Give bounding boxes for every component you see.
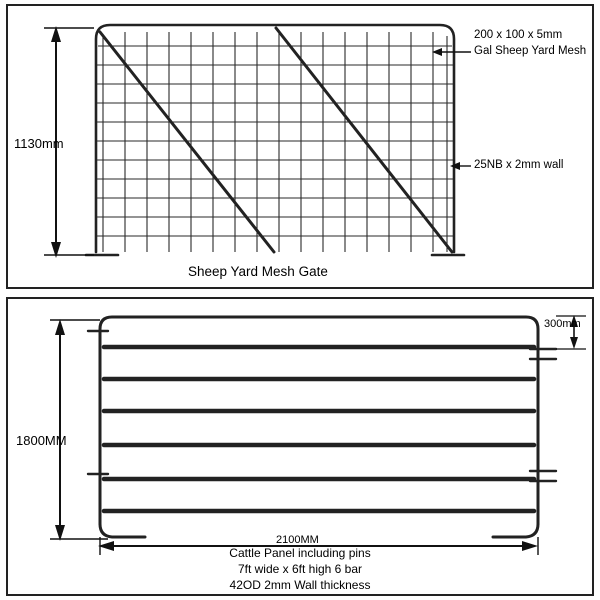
mesh-spec-line-2: Gal Sheep Yard Mesh — [474, 45, 587, 57]
gate-height-label: 1130mm — [14, 136, 64, 151]
cattle-panel-width-label: 2100MM — [276, 534, 319, 546]
top-gap-label: 300mm — [544, 318, 581, 330]
frame-spec-label: 25NB x 2mm wall — [474, 159, 564, 171]
cattle-panel-caption-1: Cattle Panel including pins — [229, 546, 371, 560]
cattle-panel-foot-right — [493, 524, 538, 537]
mesh-spec-line-1: 200 x 100 x 5mm — [474, 29, 563, 41]
cattle-panel-foot-left — [100, 524, 145, 537]
top-panel-caption: Sheep Yard Mesh Gate — [188, 264, 328, 279]
gate-frame-outline — [96, 25, 454, 252]
cattle-panel-pins — [88, 331, 556, 481]
sheep-yard-mesh-gate-panel — [6, 4, 594, 289]
mesh-grid — [97, 32, 453, 252]
cattle-panel-panel — [6, 297, 594, 596]
cattle-panel-caption-2: 7ft wide x 6ft high 6 bar — [237, 562, 363, 576]
cattle-panel-rails — [104, 347, 534, 511]
diagonal-braces — [100, 28, 452, 252]
cattle-panel-caption-3: 42OD 2mm Wall thickness — [229, 578, 371, 592]
annotation-leaders — [432, 48, 471, 170]
cattle-panel-height-label: 1800MM — [16, 433, 67, 448]
